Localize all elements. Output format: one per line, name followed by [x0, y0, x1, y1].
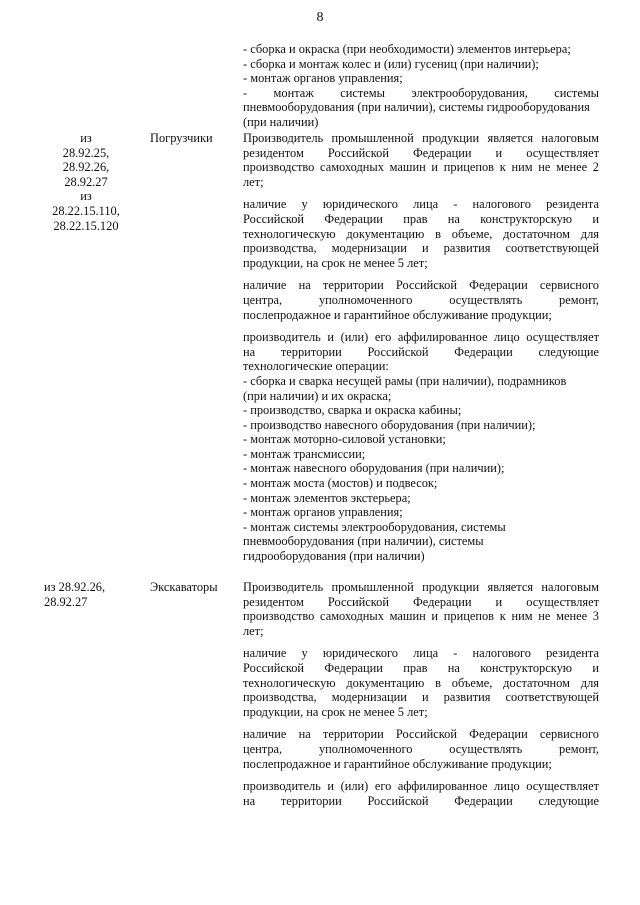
- text-line: - монтаж системы электрооборудования, системы: [243, 519, 506, 534]
- text-line: - монтаж элементов экстерьера;: [243, 490, 411, 505]
- text-line: производства, модернизации и развития соответствующей: [243, 241, 599, 256]
- text-line: лет;: [243, 174, 264, 189]
- code-line: 28.92.27: [64, 174, 108, 189]
- requirement-paragraph: [243, 131, 599, 189]
- requirement-paragraph: [243, 727, 599, 771]
- requirement-paragraph: [243, 330, 599, 564]
- text-line: на территории Российской Федерации следующие: [243, 793, 599, 808]
- text-line: - монтаж навесного оборудования (при наличии);: [243, 461, 505, 476]
- text-line: - монтаж моторно-силовой установки;: [243, 432, 446, 447]
- text-line: продукции, на срок не менее 5 лет;: [243, 255, 428, 270]
- text-line: наличие на территории Российской Федерации сервисного: [243, 727, 599, 742]
- text-line: производитель и (или) его аффилированное лицо осуществляет: [243, 779, 599, 794]
- text-line: (при наличии): [243, 114, 319, 129]
- text-line: (при наличии) и их окраска;: [243, 388, 392, 403]
- continuation-requirements: [243, 42, 599, 130]
- code-line: 28.92.27: [44, 594, 88, 609]
- code-line: из: [80, 189, 92, 204]
- text-line: наличие у юридического лица - налогового резидента: [243, 197, 599, 212]
- text-line: Российской Федерации прав на конструкторскую и: [243, 211, 599, 226]
- text-line: - сборка и окраска (при необходимости) элементов интерьера;: [243, 42, 571, 56]
- text-line: лет;: [243, 623, 264, 638]
- text-line: - монтаж органов управления;: [243, 71, 403, 86]
- text-line: технологическую документацию в объеме, достаточном для: [243, 675, 599, 690]
- text-line: резидентом Российской Федерации и осуществляет: [243, 145, 599, 160]
- text-line: центра, уполномоченного осуществлять ремонт,: [243, 741, 599, 756]
- text-line: производитель и (или) его аффилированное лицо осуществляет: [243, 330, 599, 345]
- code-line: из 28.92.26,: [44, 580, 106, 594]
- text-line: - производство, сварка и окраска кабины;: [243, 403, 462, 418]
- page-number: 8: [316, 10, 324, 25]
- text-line: наличие на территории Российской Федерации сервисного: [243, 278, 599, 293]
- code-line: 28.92.25,: [62, 145, 110, 160]
- text-line: гидрооборудования (при наличии): [243, 549, 425, 564]
- code-line: 28.22.15.120: [53, 218, 119, 233]
- text-line: послепродажное и гарантийное обслуживание продукции;: [243, 756, 552, 771]
- requirement-paragraph: [243, 278, 599, 322]
- text-line: пневмооборудования (при наличии), системы: [243, 534, 484, 549]
- text-line: центра, уполномоченного осуществлять ремонт,: [243, 292, 599, 307]
- text-line: технологическую документацию в объеме, достаточном для: [243, 226, 599, 241]
- text-line: - сборка и монтаж колес и (или) гусениц (при наличии);: [243, 56, 539, 71]
- text-line: послепродажное и гарантийное обслуживание продукции;: [243, 307, 552, 322]
- requirement-paragraph: [243, 779, 599, 808]
- product-name: Экскаваторы: [150, 580, 218, 594]
- requirement-paragraph: [243, 580, 599, 638]
- text-line: наличие у юридического лица - налогового резидента: [243, 646, 599, 661]
- text-line: пневмооборудования (при наличии), системы гидрооборудования: [243, 100, 590, 115]
- text-line: - производство навесного оборудования (при наличии);: [243, 417, 536, 432]
- text-line: Российской Федерации прав на конструкторскую и: [243, 660, 599, 675]
- requirements: [243, 131, 599, 564]
- product-codes: [40, 131, 132, 233]
- requirements: [243, 580, 599, 808]
- text-line: Производитель промышленной продукции является налоговым: [243, 580, 599, 594]
- code-line: 28.92.26,: [62, 160, 110, 175]
- text-line: на территории Российской Федерации следующие: [243, 344, 599, 359]
- requirement-paragraph: [243, 646, 599, 719]
- code-line: из: [80, 131, 92, 145]
- text-line: - сборка и сварка несущей рамы (при наличии), подрамников: [243, 373, 567, 388]
- code-line: 28.22.15.110,: [52, 203, 120, 218]
- product-codes: [44, 580, 124, 609]
- text-line: производство самоходных машин и прицепов к ним не менее 3: [243, 609, 599, 624]
- text-line: продукции, на срок не менее 5 лет;: [243, 704, 428, 719]
- text-line: - монтаж органов управления;: [243, 505, 403, 520]
- text-line: - монтаж моста (мостов) и подвесок;: [243, 476, 438, 491]
- product-name: Погрузчики: [150, 131, 213, 145]
- text-line: технологические операции:: [243, 359, 389, 374]
- text-line: производство самоходных машин и прицепов к ним не менее 2: [243, 160, 599, 175]
- text-line: - монтаж системы электрооборудования, системы: [243, 85, 599, 100]
- text-line: резидентом Российской Федерации и осуществляет: [243, 594, 599, 609]
- text-line: Производитель промышленной продукции является налоговым: [243, 131, 599, 145]
- requirement-paragraph: [243, 197, 599, 270]
- text-line: производства, модернизации и развития соответствующей: [243, 690, 599, 705]
- text-line: - монтаж трансмиссии;: [243, 446, 366, 461]
